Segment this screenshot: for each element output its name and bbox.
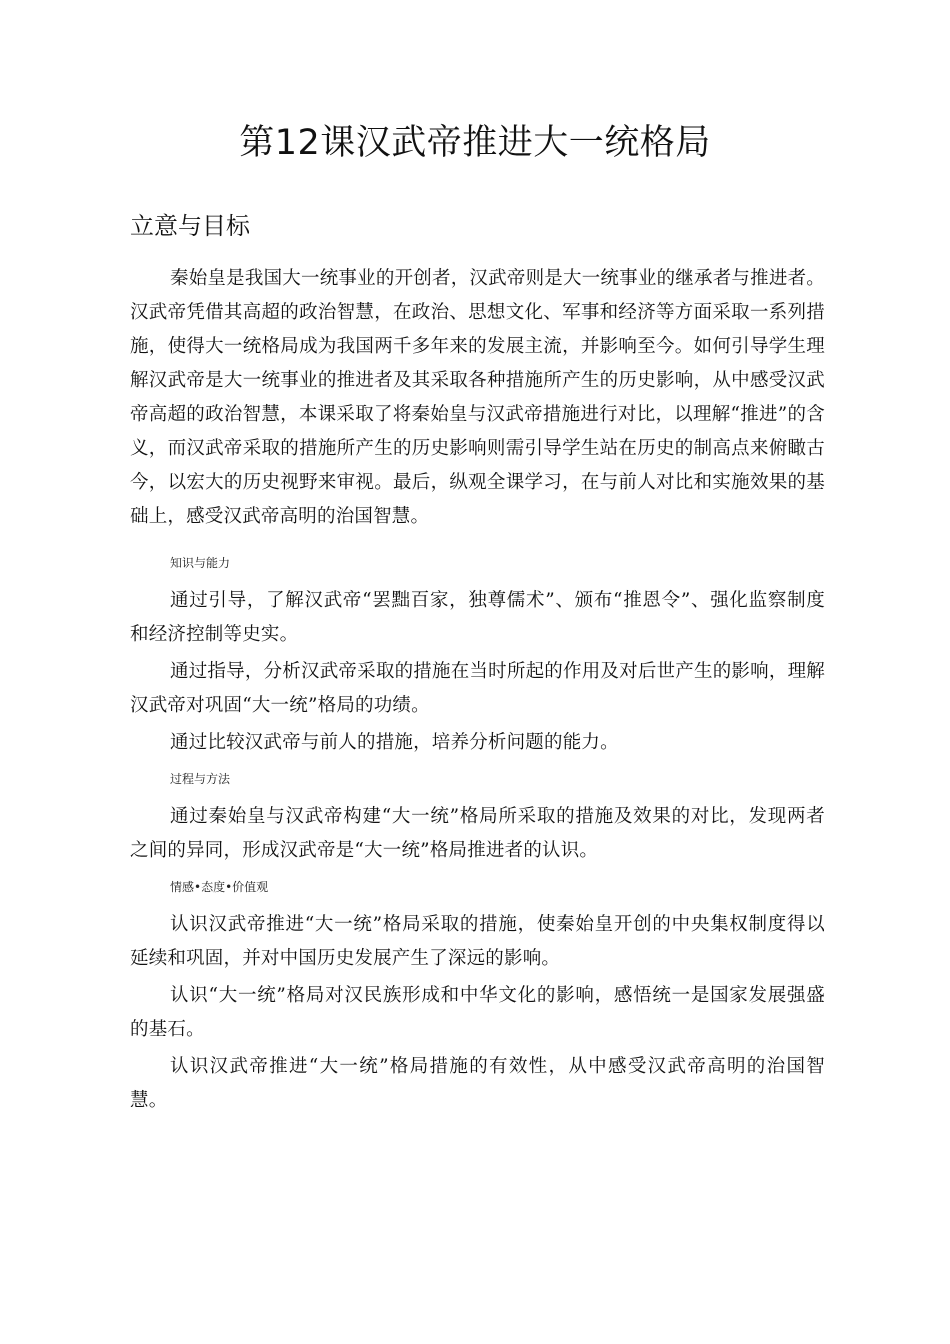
goal-paragraph: 认识“大一统”格局对汉民族形成和中华文化的影响，感悟统一是国家发展强盛的基石。 <box>130 985 825 1040</box>
document-body <box>130 262 825 1121</box>
goal-subheading-knowledge: 知识与能力 <box>170 556 231 570</box>
section-heading: 立意与目标 <box>130 212 250 240</box>
goal-subheading-values: 情感•态度•价值观 <box>170 880 269 894</box>
intro-paragraph: 秦始皇是我国大一统事业的开创者，汉武帝则是大一统事业的继承者与推进者。汉武帝凭借其高超的政治智慧，在政治、思想文化、军事和经济等方面采取一系列措施，使得大一统格局成为我国两千多年来的发展主流，并影响至今。如何引导学生理解汉武帝是大一统事业的推进者及其采取各种措施所产生的历史影响，从中感受汉武帝高超的政治智慧，本课采取了将秦始皇与汉武帝措施进行对比，以理解“推进”的含义，而汉武帝采取的措施所产生的历史影响则需引导学生站在历史的制高点来俯瞰古今，以宏大的历史视野来审视。最后，纵观全课学习，在与前人对比和实施效果的基础上，感受汉武帝高明的治国智慧。 <box>130 268 825 527</box>
goal-paragraph: 认识汉武帝推进“大一统”格局措施的有效性，从中感受汉武帝高明的治国智慧。 <box>130 1056 825 1111</box>
page-title: 第12课汉武帝推进大一统格局 <box>239 123 711 163</box>
goal-paragraph: 通过引导，了解汉武帝“罢黜百家，独尊儒术”、颁布“推恩令”、强化监察制度和经济控制等史实。 <box>130 590 825 645</box>
goal-subheading-process: 过程与方法 <box>170 772 231 786</box>
goal-paragraph: 通过秦始皇与汉武帝构建“大一统”格局所采取的措施及效果的对比，发现两者之间的异同，形成汉武帝是“大一统”格局推进者的认识。 <box>130 806 825 861</box>
goal-paragraph: 通过指导，分析汉武帝采取的措施在当时所起的作用及对后世产生的影响，理解汉武帝对巩固“大一统”格局的功绩。 <box>130 661 825 716</box>
goal-paragraph: 认识汉武帝推进“大一统”格局采取的措施，使秦始皇开创的中央集权制度得以延续和巩固，并对中国历史发展产生了深远的影响。 <box>130 914 825 969</box>
goal-paragraph: 通过比较汉武帝与前人的措施，培养分析问题的能力。 <box>170 732 619 753</box>
